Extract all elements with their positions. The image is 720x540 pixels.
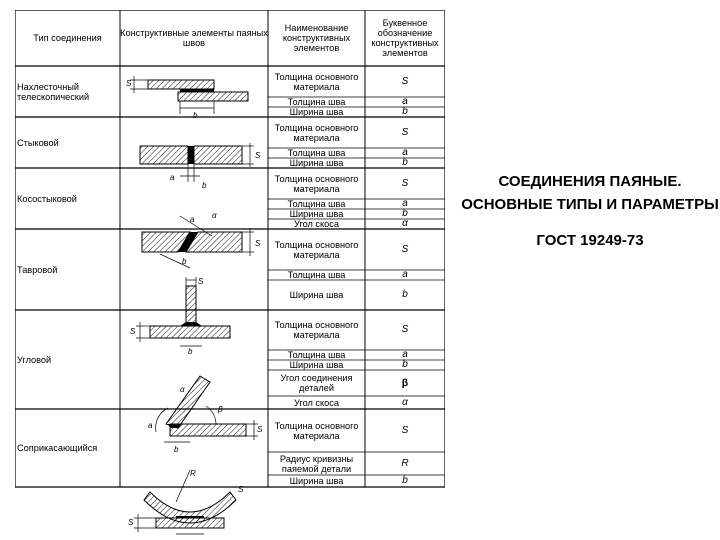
s-label-2: S [128, 518, 134, 527]
a-label: a [148, 421, 153, 430]
s-label: S [126, 79, 132, 88]
param-symbol: b [402, 157, 408, 168]
b-label: b [182, 257, 187, 266]
header-element-names: Наименование конструктивных элементов [282, 23, 351, 53]
alpha-label: α [180, 385, 185, 394]
param-name: Ширина шва [289, 209, 344, 219]
header-construct-elements: Конструктивные элементы паяных швов [120, 28, 268, 48]
joint-type-1: Стыковой [17, 137, 59, 148]
page-title: СОЕДИНЕНИЯ ПАЯНЫЕ. ОСНОВНЫЕ ТИПЫ И ПАРАМЕТРЫ [461, 173, 719, 213]
param-name: Ширина шва [289, 360, 344, 370]
s-label: S [198, 277, 204, 286]
param-name: Угол скоса [294, 397, 339, 408]
param-name: Толщина основного материала [274, 122, 359, 143]
butt-joint-drawing [120, 140, 268, 195]
s-label: S [238, 485, 244, 494]
standard-number: ГОСТ 19249-73 [536, 232, 644, 249]
b-label: b [202, 181, 207, 190]
param-name: Ширина шва [289, 476, 344, 486]
param-symbol: S [401, 126, 409, 138]
header-letter-symbols: Буквенное обозначение конструктивных элементов [371, 18, 439, 58]
joint-type-4: Угловой [17, 354, 52, 365]
param-name: Ширина шва [289, 107, 344, 117]
param-symbol: α [402, 396, 408, 408]
b-label: b [193, 111, 198, 120]
lap-joint-drawing [120, 68, 268, 134]
param-symbol: b [402, 289, 408, 300]
param-symbol: b [402, 475, 408, 486]
param-name: Толщина основного материала [274, 239, 359, 260]
param-name: Толщина шва [287, 350, 346, 360]
joint-types-table [15, 10, 445, 540]
scarf-joint-drawing [120, 206, 268, 270]
param-name: Угол соединения деталей [280, 373, 353, 393]
s-label: S [255, 151, 261, 160]
alpha-label: α [212, 211, 217, 220]
param-name: Ширина шва [289, 158, 344, 168]
header-joint-type: Тип соединения [33, 33, 102, 43]
side-panel [460, 170, 720, 249]
param-symbol: S [401, 177, 409, 189]
param-name: Радиус кривизны паяемой детали [279, 453, 354, 474]
contact-joint-drawing [120, 462, 268, 538]
param-symbol: S [401, 424, 409, 436]
tee-joint-drawing [120, 276, 268, 356]
param-name: Толщина шва [287, 148, 346, 158]
param-symbol: S [401, 243, 409, 255]
joint-type-5: Соприкасающийся [17, 443, 98, 453]
param-symbol: a [402, 147, 408, 158]
joint-type-3: Тавровой [17, 264, 58, 275]
b-label: b [174, 445, 179, 454]
param-symbol: a [402, 349, 408, 360]
param-symbol: b [402, 208, 408, 219]
s-label-2: S [130, 327, 136, 336]
joint-type-0: Нахлесточный телескопический [17, 81, 90, 102]
joint-type-2: Косостыковой [17, 193, 77, 204]
param-symbol: S [401, 75, 409, 87]
param-name: Толщина основного материала [274, 71, 359, 92]
param-name: Толщина основного материала [274, 173, 359, 194]
param-symbol: b [402, 106, 408, 117]
beta-label: β [218, 405, 223, 414]
param-name: Толщина шва [287, 199, 346, 209]
a-label: a [170, 173, 175, 182]
param-symbol: a [402, 96, 408, 107]
a-label: a [190, 215, 195, 224]
param-name: Угол скоса [294, 219, 339, 229]
param-name: Ширина шва [289, 290, 344, 300]
param-symbol: α [402, 218, 408, 229]
param-symbol: β [401, 377, 409, 389]
param-name: Толщина основного материала [274, 320, 359, 340]
corner-joint-drawing [120, 362, 268, 458]
param-symbol: a [402, 198, 408, 209]
param-name: Толщина шва [287, 97, 346, 107]
param-symbol: a [402, 269, 408, 280]
r-label: R [190, 469, 196, 478]
s-label: S [255, 239, 261, 248]
param-symbol: b [402, 359, 408, 370]
param-name: Толщина основного материала [274, 420, 359, 441]
param-symbol: S [401, 324, 409, 335]
param-name: Толщина шва [287, 270, 346, 280]
s-label: S [257, 425, 263, 434]
b-label: b [188, 347, 193, 356]
param-symbol: R [401, 457, 409, 469]
